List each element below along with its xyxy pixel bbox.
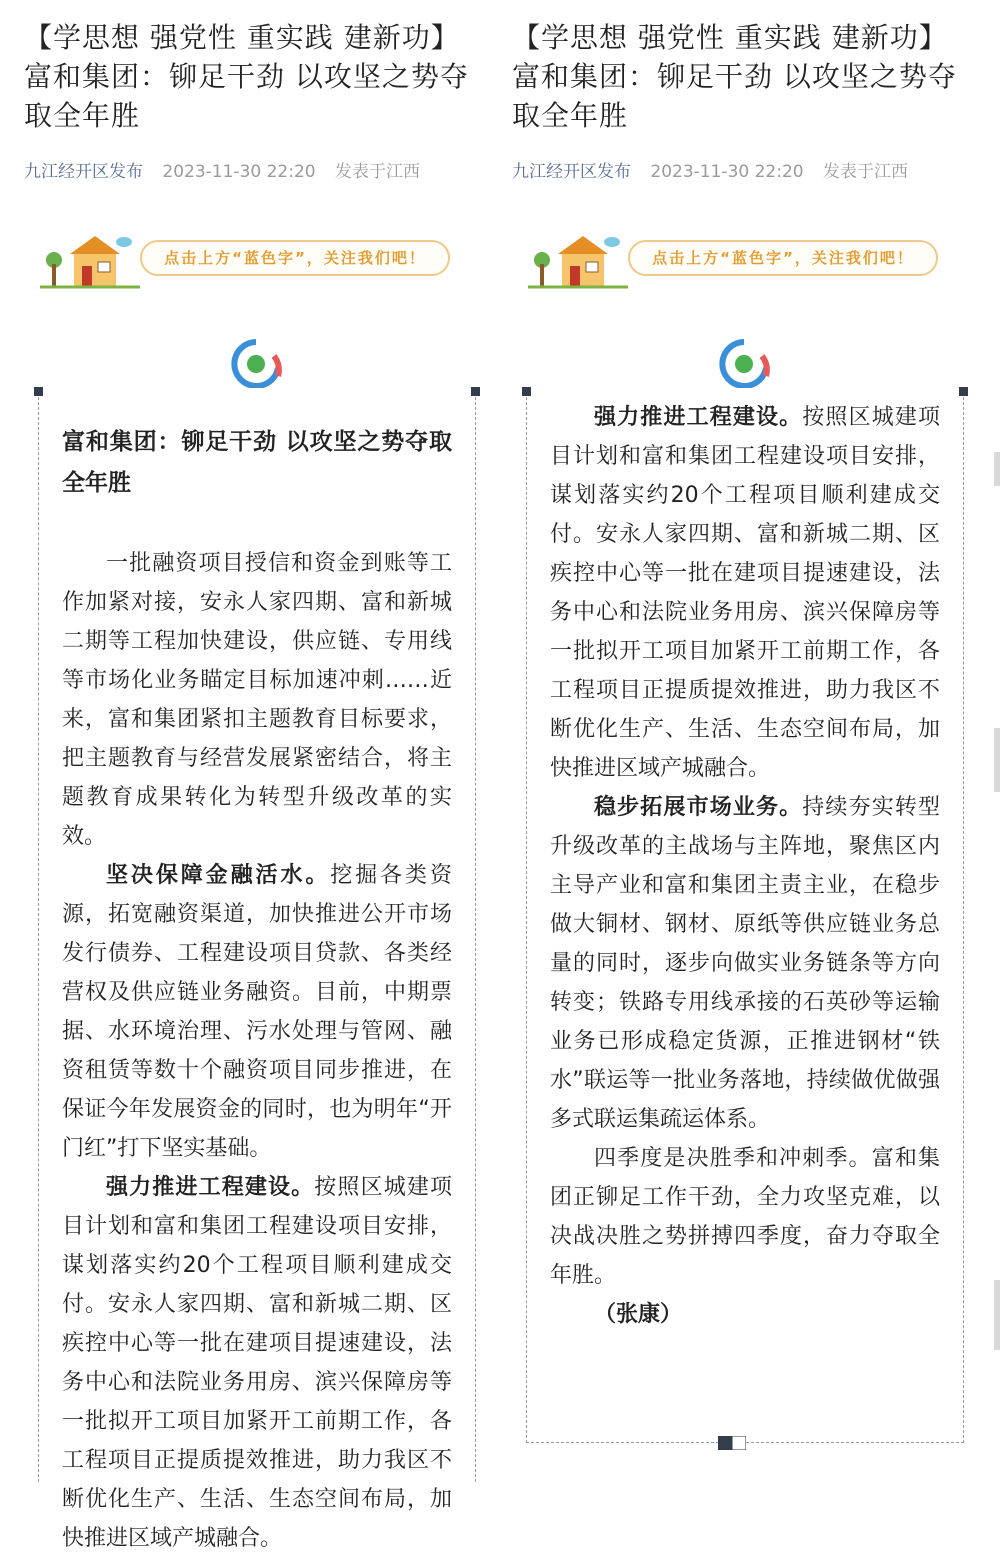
article-meta — [512, 157, 922, 182]
section-market — [550, 788, 940, 1139]
brand-logo-icon — [228, 338, 284, 388]
author-link[interactable]: 九江经开区发布 — [512, 162, 631, 182]
author-link[interactable]: 九江经开区发布 — [24, 162, 143, 182]
scrollbar-indicator[interactable] — [994, 1280, 1000, 1350]
article-title: 【学思想 强党性 重实践 建新功】富和集团：铆足干劲 以攻坚之势夺取全年胜 — [24, 21, 469, 132]
article-column-right — [512, 0, 982, 1478]
brand-logo-icon — [716, 338, 772, 388]
follow-banner[interactable] — [40, 232, 460, 294]
article-body-right — [550, 398, 940, 1334]
section-finance — [62, 856, 452, 1168]
publish-location: 发表于江西 — [335, 162, 421, 182]
publish-datetime: 2023-11-30 22:20 — [162, 162, 316, 182]
publish-location: 发表于江西 — [823, 162, 909, 182]
follow-banner[interactable] — [528, 232, 948, 294]
follow-prompt: 点击上方“蓝色字”，关注我们吧！ — [140, 240, 450, 276]
section-engineering — [550, 398, 940, 788]
section-end-icon — [718, 1436, 746, 1450]
frame-corner — [471, 387, 480, 396]
article-column-left — [24, 0, 494, 1551]
section-engineering-title: 强力推进工程建设。 — [106, 1175, 315, 1200]
section-finance-body: 挖掘各类资源，拓宽融资渠道，加快推进公开市场发行债券、工程建设项目贷款、各类经营权及供应链业务融资。目前，中期票据、水环境治理、污水处理与管网、融资租赁等数十个融资项目同步推进，在保证今年发展资金的同时，也为明年“开门红”打下坚实基础。 — [62, 863, 452, 1161]
author-signature: （张康） — [594, 1302, 683, 1327]
publish-datetime: 2023-11-30 22:20 — [650, 162, 804, 182]
section-engineering — [62, 1168, 452, 1558]
follow-prompt: 点击上方“蓝色字”，关注我们吧！ — [628, 240, 938, 276]
article-meta — [24, 157, 434, 182]
house-illustration-icon — [528, 232, 628, 294]
section-engineering-body: 按照区城建项目计划和富和集团工程建设项目安排，谋划落实约20个工程项目顺利建成交付。安永人家四期、富和新城二期、区疾控中心等一批在建项目提速建设，法务中心和法院业务用房、滨兴保障房等一批拟开工项目加紧开工前期工作，各工程项目正提质提效推进，助力我区不断优化生产、生活、生态空间布局，加快推进区域产城融合。 — [62, 1175, 452, 1551]
house-illustration-icon — [40, 232, 140, 294]
article-heading: 富和集团：铆足干劲 以攻坚之势夺取全年胜 — [62, 429, 452, 496]
section-market-title: 稳步拓展市场业务。 — [594, 795, 803, 820]
section-engineering-title: 强力推进工程建设。 — [594, 405, 803, 430]
intro-paragraph: 一批融资项目授信和资金到账等工作加紧对接，安永人家四期、富和新城二期等工程加快建设，供应链、专用线等市场化业务瞄定目标加速冲刺……近来，富和集团紧扣主题教育目标要求，把主题教育与经营发展紧密结合，将主题教育成果转化为转型升级改革的实效。 — [62, 551, 452, 849]
section-engineering-body: 按照区城建项目计划和富和集团工程建设项目安排，谋划落实约20个工程项目顺利建成交付。安永人家四期、富和新城二期、区疾控中心等一批在建项目提速建设，法务中心和法院业务用房、滨兴保障房等一批拟开工项目加紧开工前期工作，各工程项目正提质提效推进，助力我区不断优化生产、生活、生态空间布局，加快推进区域产城融合。 — [550, 405, 940, 781]
section-market-body: 持续夯实转型升级改革的主战场与主阵地，聚焦区内主导产业和富和集团主责主业，在稳步做大铜材、钢材、原纸等供应链业务总量的同时，逐步向做实业务链条等方向转变；铁路专用线承接的石英砂等运输业务已形成稳定货源，正推进钢材“铁水”联运等一批业务落地，持续做优做强多式联运集疏运体系。 — [550, 795, 940, 1132]
closing-paragraph: 四季度是决胜季和冲刺季。富和集团正铆足工作干劲，全力攻坚克难，以决战决胜之势拼搏四季度，奋力夺取全年胜。 — [550, 1146, 940, 1288]
article-title: 【学思想 强党性 重实践 建新功】富和集团：铆足干劲 以攻坚之势夺取全年胜 — [512, 21, 957, 132]
scrollbar-indicator[interactable] — [994, 452, 1000, 486]
section-finance-title: 坚决保障金融活水。 — [106, 863, 331, 888]
frame-corner — [522, 387, 531, 396]
frame-corner — [34, 387, 43, 396]
article-body-left — [62, 422, 452, 1558]
frame-corner — [959, 387, 968, 396]
scrollbar-indicator[interactable] — [994, 728, 1000, 792]
